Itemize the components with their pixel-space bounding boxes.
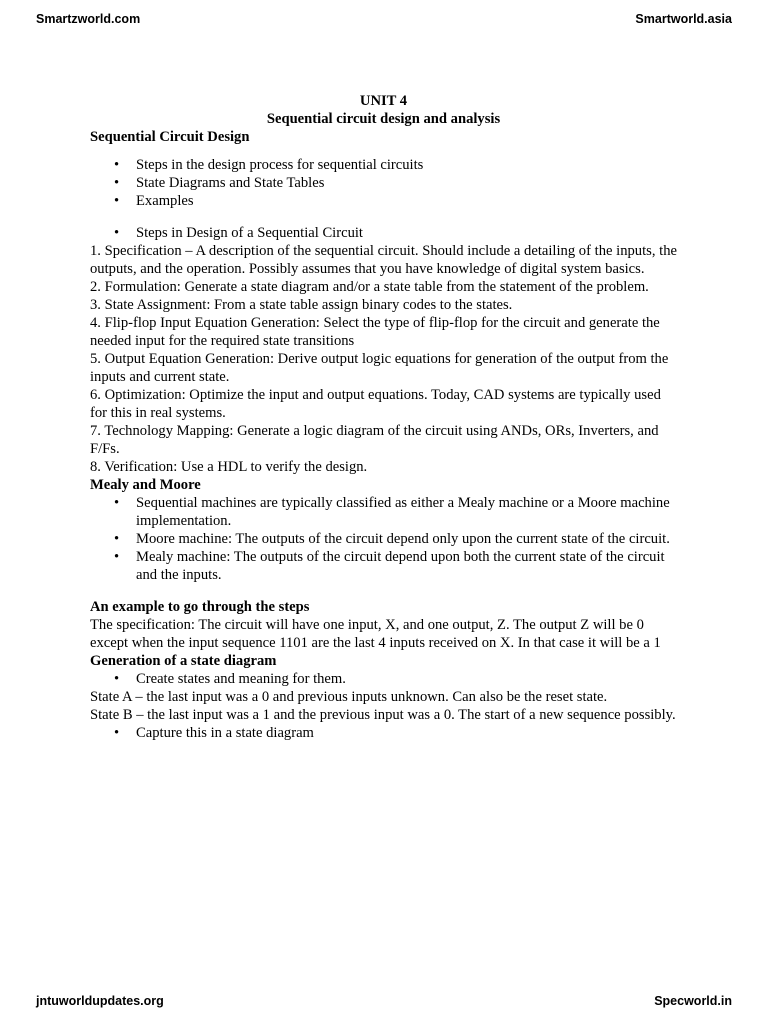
list-item: • Steps in Design of a Sequential Circuit (90, 224, 677, 242)
unit-subtitle: Sequential circuit design and analysis (266, 111, 501, 127)
design-steps-bullet (90, 224, 677, 242)
example-specification: The specification: The circuit will have one input, X, and one output, Z. The output Z will be 0 except when the input sequence 1101 are the last 4 inputs received on X. In that case it will be a 1 (90, 617, 661, 651)
step-8: 8. Verification: Use a HDL to verify the design. (90, 459, 368, 475)
step-6: 6. Optimization: Optimize the input and output equations. Today, CAD systems are typically used for this in real systems. (90, 387, 661, 421)
list-item: • Sequential machines are typically classified as either a Mealy machine or a Moore machine implementation. (90, 494, 677, 530)
footer-left-site: jntuworldupdates.org (36, 994, 164, 1008)
section-heading-example: An example to go through the steps (90, 599, 310, 615)
unit-title: UNIT 4 (359, 93, 408, 109)
state-b-description: State B – the last input was a 1 and the previous input was a 0. The start of a new sequence possibly. (90, 707, 676, 723)
footer-right-site: Specworld.in (654, 994, 732, 1008)
capture-list (90, 724, 677, 742)
header-left-site: Smartzworld.com (36, 12, 141, 26)
list-item: • Mealy machine: The outputs of the circuit depend upon both the current state of the circuit and the inputs. (90, 548, 677, 584)
section-heading-mealy-moore: Mealy and Moore (90, 477, 201, 493)
section-heading-design: Sequential Circuit Design (90, 129, 250, 145)
step-2: 2. Formulation: Generate a state diagram and/or a state table from the statement of the problem. (90, 279, 649, 295)
design-topics-list (90, 156, 677, 210)
state-diagram-list (90, 670, 677, 688)
list-item: • Capture this in a state diagram (90, 724, 677, 742)
document-body (90, 92, 677, 742)
mealy-moore-list (90, 494, 677, 584)
list-item: • Create states and meaning for them. (90, 670, 677, 688)
state-a-description: State A – the last input was a 0 and previous inputs unknown. Can also be the reset state. (90, 689, 608, 705)
step-7: 7. Technology Mapping: Generate a logic diagram of the circuit using ANDs, ORs, Inverters, and F/Fs. (90, 423, 659, 457)
header-right-site: Smartworld.asia (635, 12, 732, 26)
list-item: • Steps in the design process for sequential circuits (90, 156, 677, 174)
step-3: 3. State Assignment: From a state table assign binary codes to the states. (90, 297, 513, 313)
step-5: 5. Output Equation Generation: Derive output logic equations for generation of the output from the inputs and current state. (90, 351, 669, 385)
section-heading-state-diagram: Generation of a state diagram (90, 653, 277, 669)
list-item: • Examples (90, 192, 677, 210)
step-1: 1. Specification – A description of the sequential circuit. Should include a detailing of the inputs, the outputs, and the operation. Possibly assumes that you have knowledge of digital system basics. (90, 243, 677, 277)
list-item: • State Diagrams and State Tables (90, 174, 677, 192)
list-item: • Moore machine: The outputs of the circuit depend only upon the current state of the circuit. (90, 530, 677, 548)
step-4: 4. Flip-flop Input Equation Generation: Select the type of flip-flop for the circuit and generate the needed input for the required state transitions (90, 315, 660, 349)
